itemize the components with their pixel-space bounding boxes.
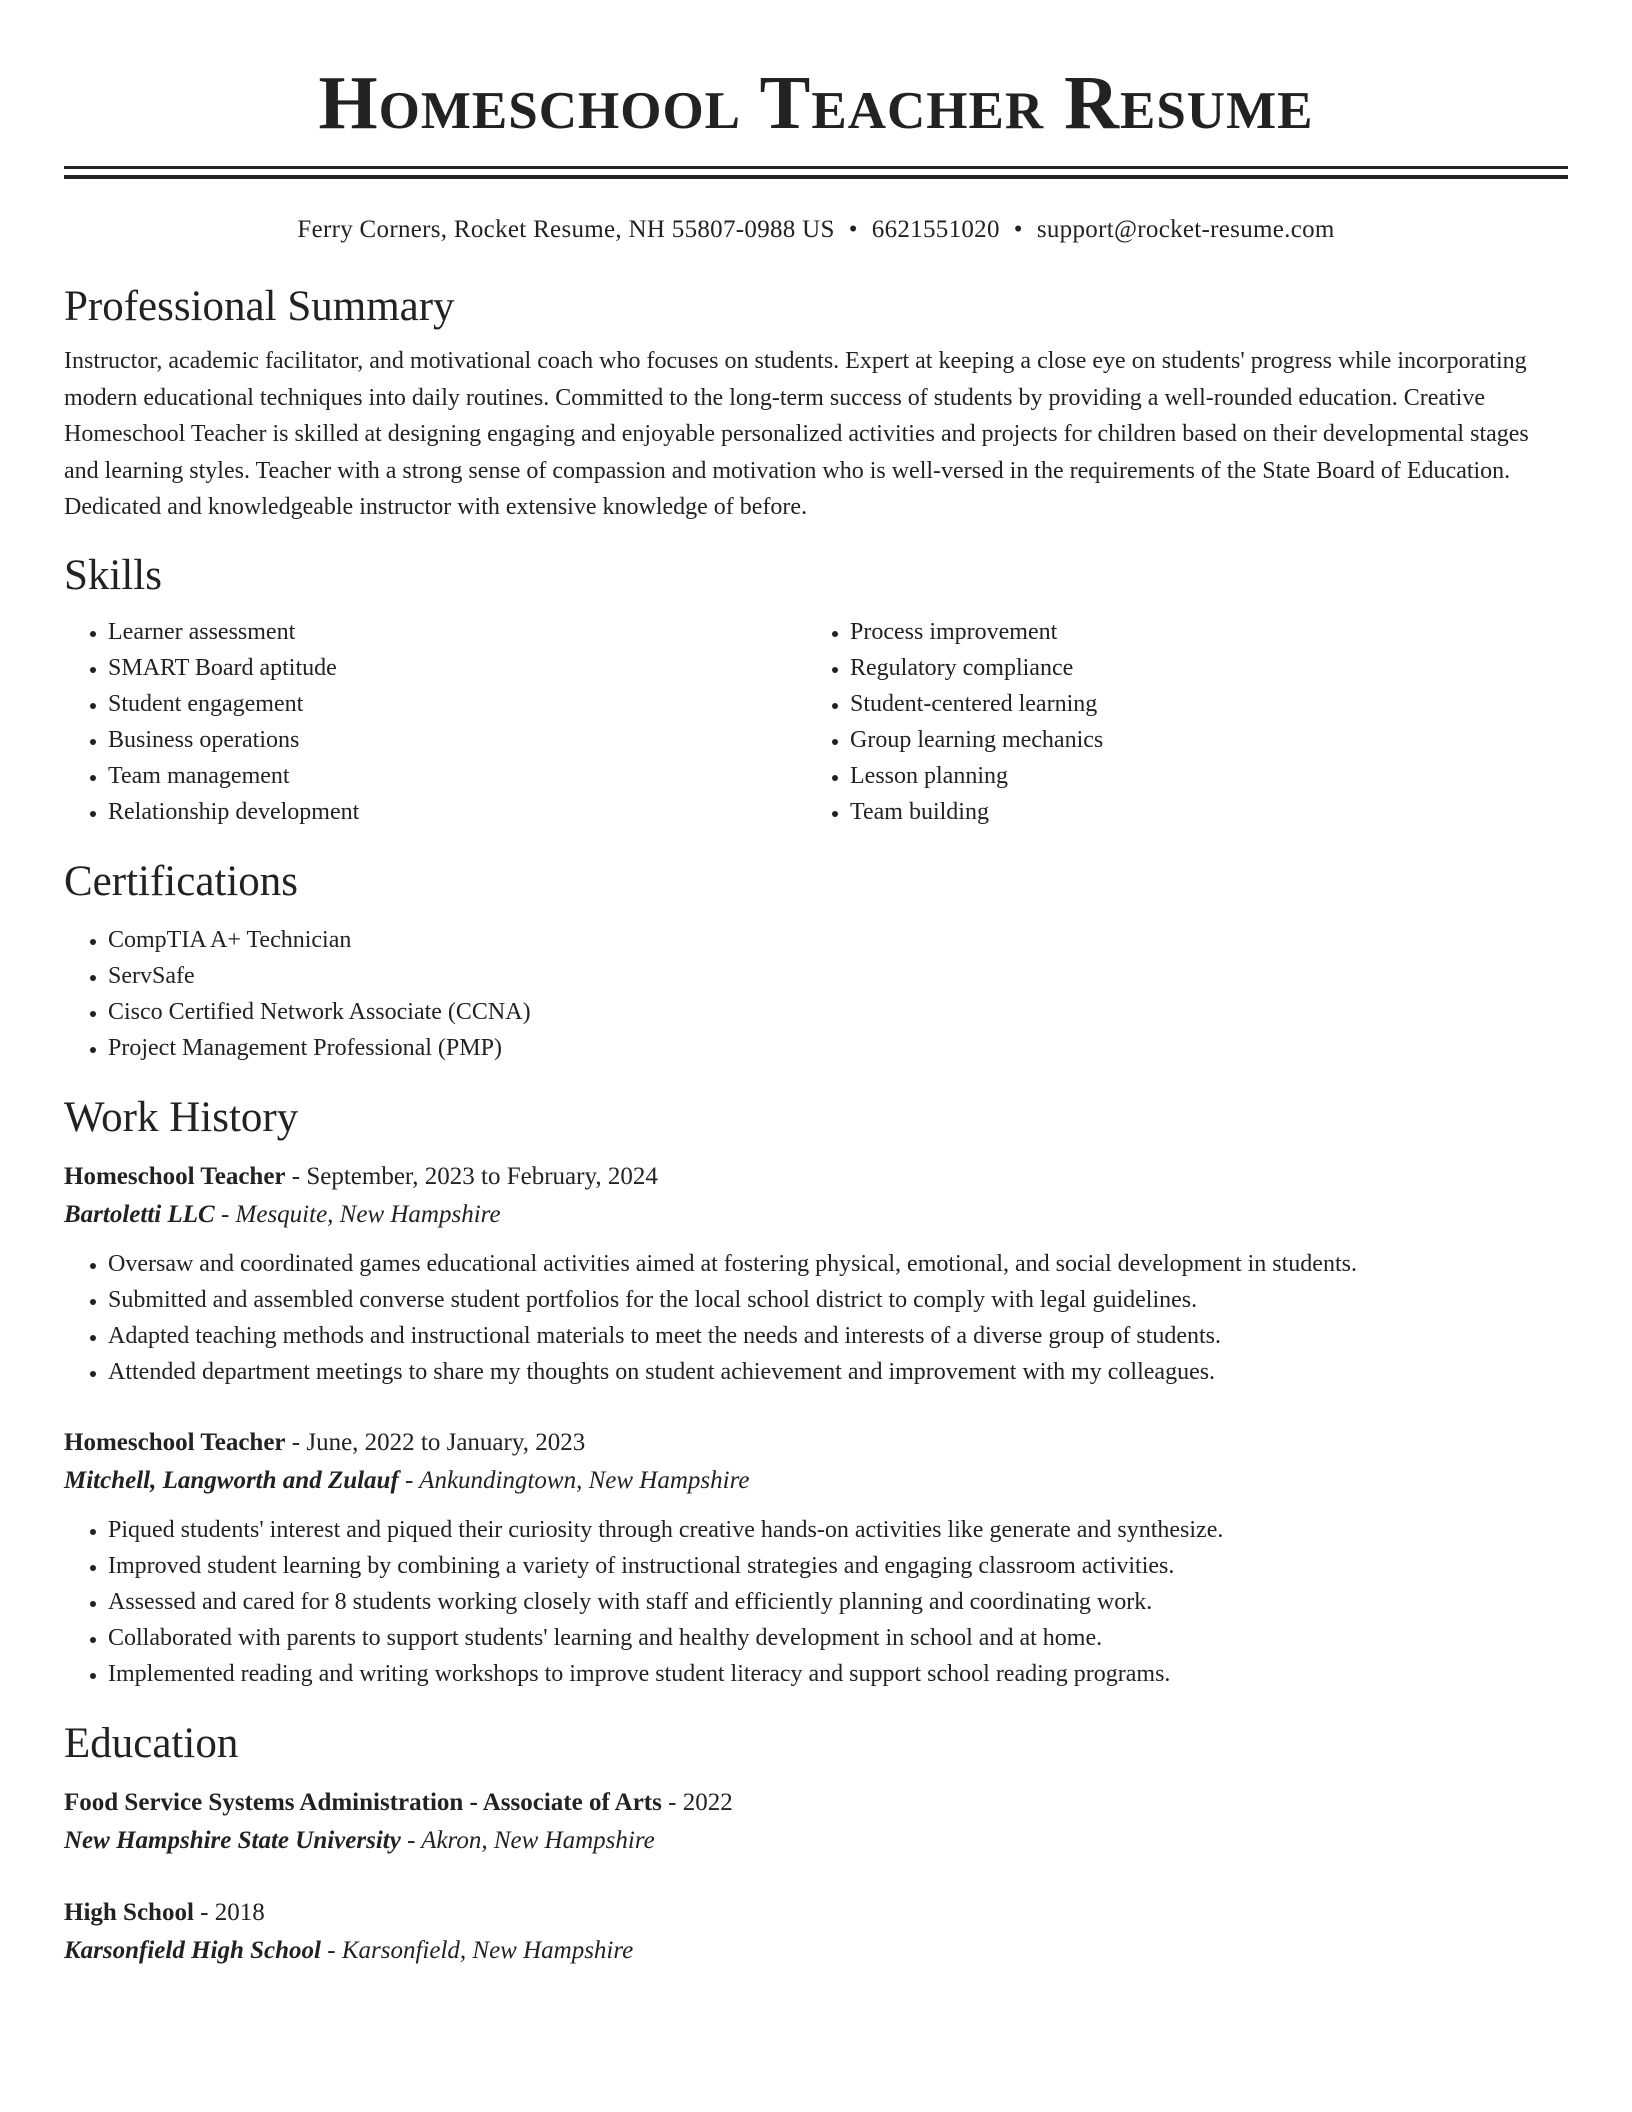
- education-location: - Karsonfield, New Hampshire: [321, 1936, 634, 1964]
- skill-item: • SMART Board aptitude: [108, 650, 806, 686]
- education-school-line: [64, 1822, 1568, 1860]
- education-degree-line: [64, 1894, 1568, 1932]
- education-entry: [64, 1784, 1568, 1860]
- skills-grid: [64, 614, 1568, 830]
- job-bullet: • Adapted teaching methods and instructional materials to meet the needs and interests of a diverse group of students.: [108, 1318, 1568, 1354]
- job-location: - Ankundingtown, New Hampshire: [398, 1466, 750, 1494]
- job-bullets: [64, 1246, 1568, 1390]
- job-company: Bartoletti LLC: [64, 1200, 215, 1228]
- job-company: Mitchell, Langworth and Zulauf: [64, 1466, 399, 1494]
- contact-separator: •: [848, 216, 858, 243]
- contact-email: support@rocket-resume.com: [1036, 216, 1335, 243]
- skill-item: • Lesson planning: [850, 758, 1548, 794]
- contact-separator: •: [1013, 216, 1023, 243]
- contact-line: [64, 213, 1568, 247]
- skill-item: • Regulatory compliance: [850, 650, 1548, 686]
- certifications-section: [64, 856, 1568, 1066]
- certification-item: • ServSafe: [108, 958, 1568, 994]
- skill-item: • Team building: [850, 794, 1548, 830]
- certification-item: • Project Management Professional (PMP): [108, 1030, 1568, 1066]
- skill-item: • Learner assessment: [108, 614, 806, 650]
- skill-item: • Process improvement: [850, 614, 1548, 650]
- skills-column-left: [64, 614, 806, 830]
- job-title: Homeschool Teacher: [64, 1162, 286, 1190]
- job-company-line: [64, 1462, 1568, 1500]
- education-school-line: [64, 1932, 1568, 1970]
- job-entry: [64, 1158, 1568, 1390]
- job-company-line: [64, 1196, 1568, 1234]
- rule-bottom: [64, 175, 1568, 179]
- contact-address: Ferry Corners, Rocket Resume, NH 55807-0988 US: [297, 216, 835, 243]
- work-history-section: [64, 1092, 1568, 1692]
- skills-list-right: [806, 614, 1548, 830]
- job-location: - Mesquite, New Hampshire: [214, 1200, 501, 1228]
- job-bullet: • Submitted and assembled converse student portfolios for the local school district to comply with legal guidelines.: [108, 1282, 1568, 1318]
- summary-section: [64, 281, 1568, 526]
- job-bullet: • Oversaw and coordinated games educational activities aimed at fostering physical, emotional, and social development in students.: [108, 1246, 1568, 1282]
- job-title: Homeschool Teacher: [64, 1428, 286, 1456]
- resume-title: Homeschool Teacher Resume: [318, 61, 1314, 145]
- education-section: [64, 1718, 1568, 1970]
- education-entry: [64, 1894, 1568, 1970]
- job-title-line: [64, 1424, 1568, 1462]
- contact-phone: 6621551020: [871, 216, 1000, 243]
- education-year: - 2018: [193, 1898, 265, 1926]
- skill-item: • Student engagement: [108, 686, 806, 722]
- job-bullet: • Collaborated with parents to support students' learning and healthy development in school and at home.: [108, 1620, 1568, 1656]
- education-location: - Akron, New Hampshire: [400, 1826, 655, 1854]
- certifications-list: [64, 922, 1568, 1066]
- education-school: New Hampshire State University: [64, 1826, 401, 1854]
- education-school: Karsonfield High School: [64, 1936, 321, 1964]
- certification-item: • Cisco Certified Network Associate (CCNA): [108, 994, 1568, 1030]
- work-history-heading: Work History: [64, 1093, 299, 1141]
- skill-item: • Student-centered learning: [850, 686, 1548, 722]
- job-bullet: • Implemented reading and writing workshops to improve student literacy and support school reading programs.: [108, 1656, 1568, 1692]
- job-dates: - September, 2023 to February, 2024: [285, 1162, 658, 1190]
- education-degree-line: [64, 1784, 1568, 1822]
- job-bullet: • Assessed and cared for 8 students working closely with staff and efficiently planning and coordinating work.: [108, 1584, 1568, 1620]
- summary-text: Instructor, academic facilitator, and motivational coach who focuses on students. Expert at keeping a close eye on students' progress while incorporating modern educational techniques into daily routines. Committed to the long-term success of students by providing a well-rounded education. Creative Homeschool Teacher is skilled at designing engaging and enjoyable personalized activities and projects for children based on their developmental stages and learning styles. Teacher with a strong sense of compassion and motivation who is well-versed in the requirements of the State Board of Education. Dedicated and knowledgeable instructor with extensive knowledge of before.: [64, 348, 1529, 520]
- skill-item: • Team management: [108, 758, 806, 794]
- title-double-rule: [64, 166, 1568, 179]
- summary-heading: Professional Summary: [64, 283, 455, 330]
- skill-item: • Group learning mechanics: [850, 722, 1548, 758]
- job-bullet: • Attended department meetings to share my thoughts on student achievement and improvement with my colleagues.: [108, 1354, 1568, 1390]
- education-degree: Food Service Systems Administration - Associate of Arts: [64, 1788, 662, 1816]
- skills-list-left: [64, 614, 806, 830]
- job-bullets: [64, 1512, 1568, 1692]
- job-bullet: • Piqued students' interest and piqued their curiosity through creative hands-on activities like generate and synthesize.: [108, 1512, 1568, 1548]
- education-year: - 2022: [661, 1788, 733, 1816]
- skill-item: • Relationship development: [108, 794, 806, 830]
- skills-section: [64, 550, 1568, 830]
- job-dates: - June, 2022 to January, 2023: [285, 1428, 586, 1456]
- skills-heading: Skills: [64, 551, 162, 599]
- education-heading: Education: [64, 1719, 239, 1767]
- job-bullet: • Improved student learning by combining a variety of instructional strategies and engaging classroom activities.: [108, 1548, 1568, 1584]
- education-degree: High School: [64, 1898, 194, 1926]
- skills-column-right: [806, 614, 1548, 830]
- job-title-line: [64, 1158, 1568, 1196]
- certifications-heading: Certifications: [64, 857, 299, 905]
- skill-item: • Business operations: [108, 722, 806, 758]
- certification-item: • CompTIA A+ Technician: [108, 922, 1568, 958]
- job-entry: [64, 1424, 1568, 1692]
